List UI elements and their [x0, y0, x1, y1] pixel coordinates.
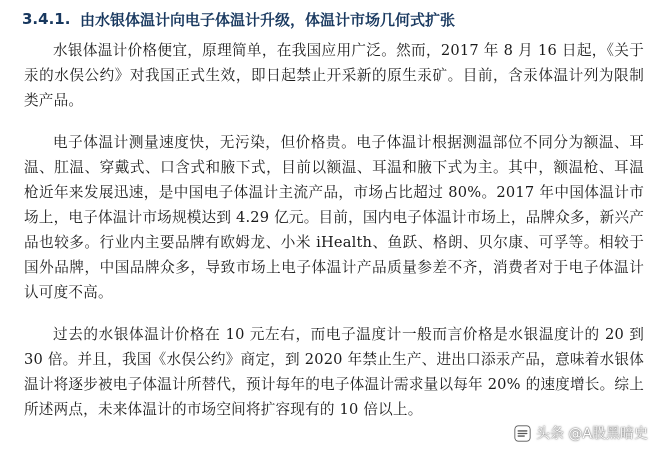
toutiao-logo-icon [514, 425, 531, 442]
section-number: 3.4.1. [22, 10, 71, 28]
section-title: 由水银体温计向电子体温计升级，体温计市场几何式扩张 [80, 10, 456, 29]
paragraph-1: 水银体温计价格便宜，原理简单，在我国应用广泛。然而，2017 年 8 月 16 日起，《关于汞的水俣公约》对我国正式生效，即日起禁止开采新的原生汞矿。目前，含汞体温计列为限制类产品。 [24, 42, 644, 109]
body-text [24, 38, 644, 422]
paragraph-3: 过去的水银体温计价格在 10 元左右，而电子温度计一般而言价格是水银温度计的 20 到 30 倍。并且，我国《水俣公约》商定，到 2020 年禁止生产、进出口添汞产品，意味着水银体温计将逐步被电子体温计所替代，预计每年的电子体温计需求量以每年 20% 的速度增长。综上所述两点，未来体温计的市场空间将扩容现有的 10 倍以上。 [24, 326, 644, 418]
section-heading [22, 6, 642, 32]
paragraph-2: 电子体温计测量速度快，无污染，但价格贵。电子体温计根据测温部位不同分为额温、耳温、肛温、穿戴式、口含式和腋下式，目前以额温、耳温和腋下式为主。其中，额温枪、耳温枪近年来发展迅速，是中国电子体温计主流产品，市场占比超过 80%。2017 年中国体温计市场上，电子体温计市场规模达到 4.29 亿元。目前，国内电子体温计市场上，品牌众多，新兴产品也较多。行业内主要品牌有欧姆龙、小米 iHealth、鱼跃、格朗、贝尔康、可孚等。相较于国外品牌，中国品牌众多，导致市场上电子体温计产品质量参差不齐，消费者对于电子体温计认可度不高。 [24, 134, 644, 301]
watermark [514, 422, 648, 444]
watermark-text: 头条 @A股黑暗史 [535, 426, 648, 442]
